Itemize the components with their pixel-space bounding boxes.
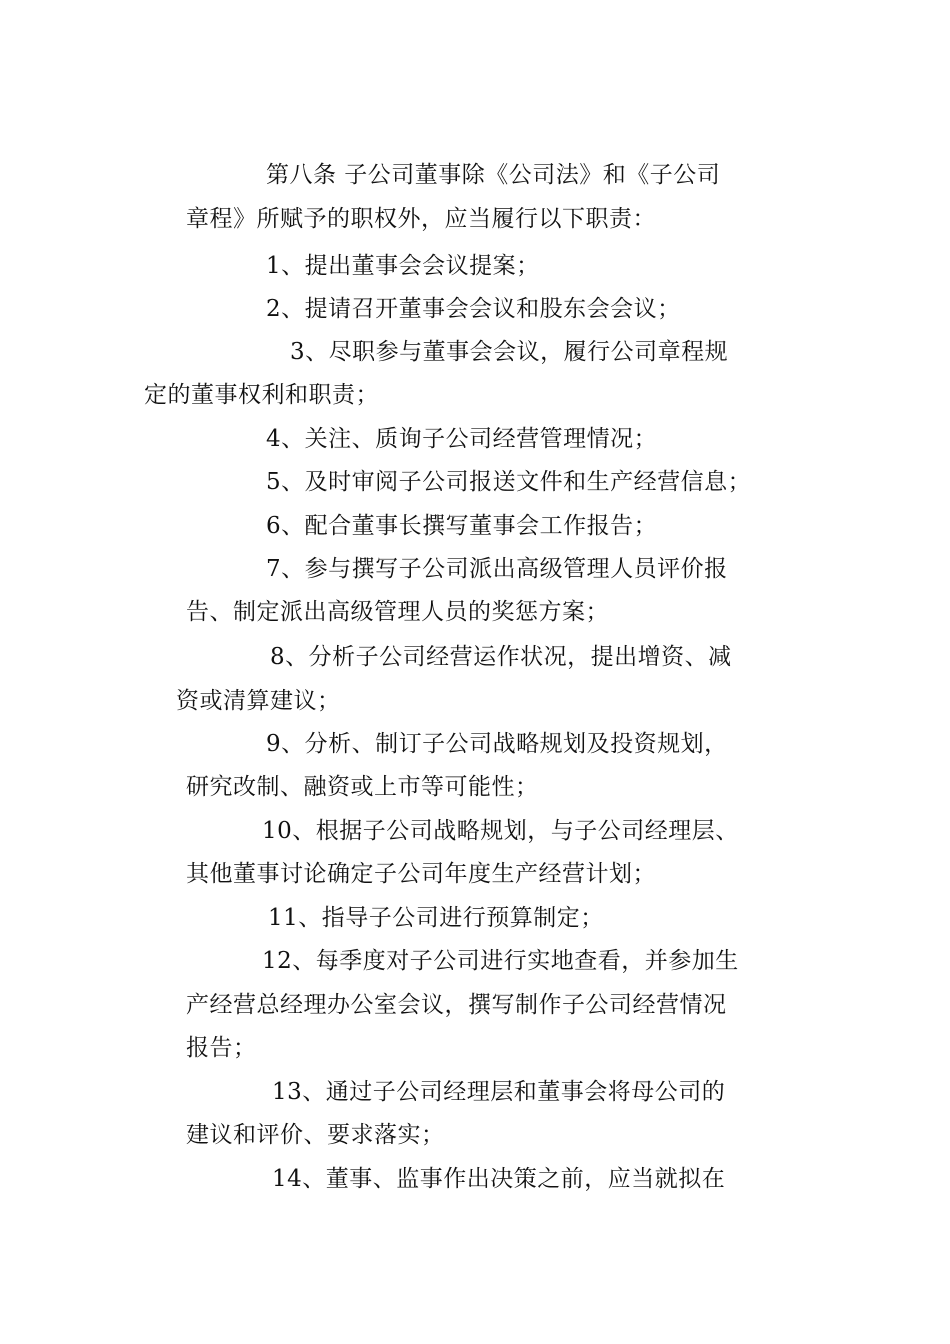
duty-8-line-1: 8、分析子公司经营运作状况，提出增资、减 (270, 644, 732, 670)
duty-13-line-1: 13、通过子公司经理层和董事会将母公司的 (272, 1079, 726, 1105)
duty-11: 11、指导子公司进行预算制定； (268, 905, 604, 931)
duty-3-line-2: 定的董事权利和职责； (144, 382, 379, 408)
duty-13-line-2: 建议和评价、要求落实； (186, 1122, 445, 1148)
duty-14-line-1: 14、董事、监事作出决策之前，应当就拟在 (272, 1166, 726, 1192)
duty-1: 1、提出董事会会议提案； (266, 253, 540, 279)
duty-9-line-1: 9、分析、制订子公司战略规划及投资规划， (266, 731, 728, 757)
duty-8-line-2: 资或清算建议； (176, 688, 341, 714)
duty-9-line-2: 研究改制、融资或上市等可能性； (186, 774, 539, 800)
duty-12-line-2: 产经营总经理办公室会议，撰写制作子公司经营情况 (186, 992, 727, 1018)
duty-12-line-1: 12、每季度对子公司进行实地查看，并参加生 (262, 948, 739, 974)
duty-7-line-1: 7、参与撰写子公司派出高级管理人员评价报 (266, 556, 728, 582)
duty-3-line-1: 3、尽职参与董事会会议，履行公司章程规 (290, 339, 729, 365)
duty-10-line-2: 其他董事讨论确定子公司年度生产经营计划； (186, 861, 656, 887)
duty-12-line-3: 报告； (186, 1035, 257, 1061)
duty-6: 6、配合董事长撰写董事会工作报告； (266, 513, 658, 539)
article-heading-line-1: 第八条 子公司董事除《公司法》和《子公司 (266, 162, 721, 188)
duty-4: 4、关注、质询子公司经营管理情况； (266, 426, 658, 452)
duty-5: 5、及时审阅子公司报送文件和生产经营信息； (266, 469, 752, 495)
duty-10-line-1: 10、根据子公司战略规划，与子公司经理层、 (262, 818, 739, 844)
article-heading-line-2: 章程》所赋予的职权外，应当履行以下职责： (186, 206, 656, 232)
duty-7-line-2: 告、制定派出高级管理人员的奖惩方案； (186, 599, 609, 625)
duty-2: 2、提请召开董事会会议和股东会会议； (266, 296, 681, 322)
